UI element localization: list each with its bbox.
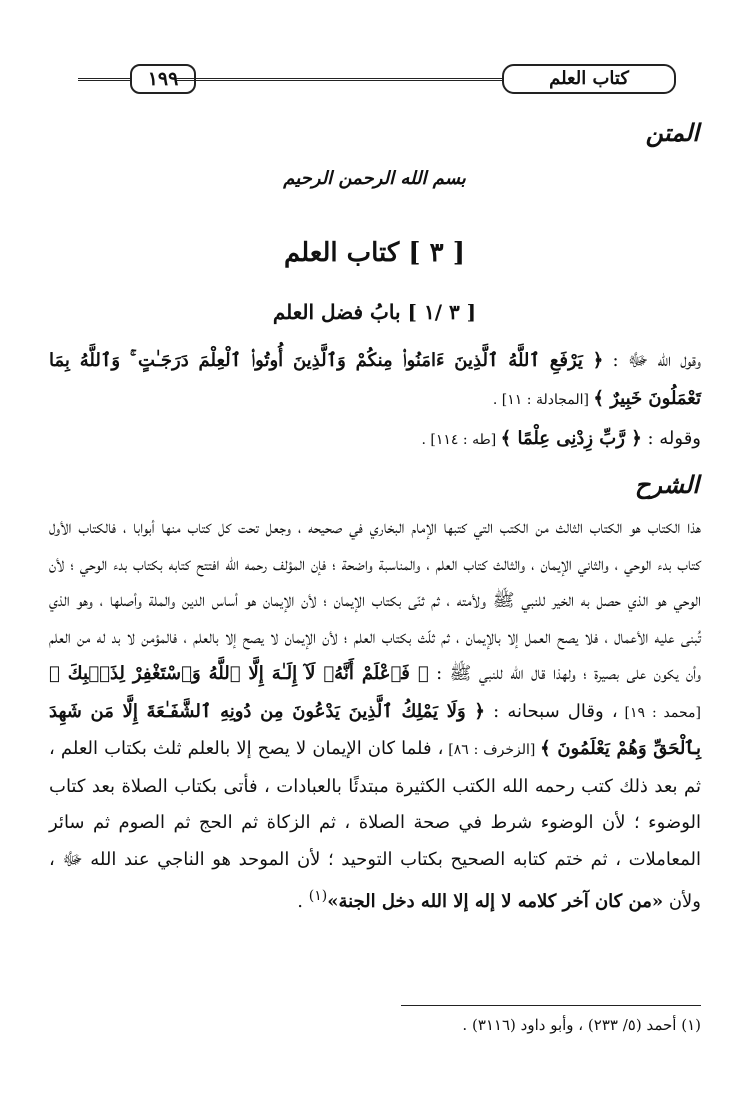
sharh-text-2: ، وقال سبحانه : — [484, 700, 618, 722]
sharh-text-1: هذا الكتاب هو الكتاب الثالث من الكتب التي كتبها الإمام البخاري في صحيحه ، وجعل تحت كل كتاب منها أبوابا ، فالكتاب الأول كتاب بدء الوحي ، والثاني الإيمان ، والثالث كتاب العلم ، والمناسبة واضحة ؛ فإن المؤلف رحمه الله افتتح كتابه بكتاب بدء الوحي ؛ لأن الوحي هو الذي حصل به الخير للنبي ﷺ ولأمته ، ثم ثنّى بكتاب الإيمان ؛ لأن الإيمان هو أساس الدين والملة وأصلها ، وهو الذي تُبنى عليه الأعمال ، فلا يصح العمل إلا بالإيمان ، ثم ثلّث بكتاب العلم ؛ لأن الإيمان لا يصح إلا بالعلم ، فالمؤمن لا بد له من العلم وأن يكون على بصيرة ؛ ولهذا قال الله للنبي ﷺ : — [49, 517, 701, 684]
footnote-ref[interactable]: (١) — [308, 888, 328, 904]
quran-verse-1: ﴿ يَرْفَعِ ٱللَّهُ ٱلَّذِينَ ءَامَنُوا۟ مِنكُمْ وَٱلَّذِينَ أُوتُوا۟ ٱلْعِلْمَ دَرَجَـٰتٍ ۚ وَٱللَّهُ بِمَا تَعْمَلُونَ خَبِيرٌ ﴾ — [49, 350, 701, 409]
running-title: كتاب العلم — [502, 64, 676, 94]
sharh-end: . — [297, 891, 309, 912]
quran-verse-3: ﴿ فَٱعْلَمْ أَنَّهُۥ لَآ إِلَـٰهَ إِلَّا ٱللَّهُ وَٱسْتَغْفِرْ لِذَنۢبِكَ ﴾ — [49, 663, 429, 684]
book-title: [ ٣ ] كتاب العلم — [283, 238, 465, 268]
page-header — [78, 62, 676, 102]
matn-label: المتن — [645, 118, 699, 147]
quran-verse-4: ﴿ وَلَا يَمْلِكُ ٱلَّذِينَ يَدْعُونَ مِن دُونِهِ ٱلشَّفَـٰعَةَ إِلَّا مَن شَهِدَ بِٱلْحَقِّ وَهُمْ يَعْلَمُونَ ﴾ — [49, 700, 701, 759]
page-number: ١٩٩ — [130, 64, 196, 94]
chapter-title: [ ٣ /١ ] بابُ فضل العلم — [272, 300, 477, 324]
matn-intro-1: وقول الله ﷻ : — [603, 350, 701, 371]
basmala: بسم الله الرحمن الرحيم — [283, 168, 466, 189]
sharh-text-3: ، فلما كان الإيمان لا يصح إلا بالعلم ثلث بكتاب العلم ، ثم بعد ذلك كتب رحمه الله الكتب الكثيرة مبتدئًا بالعبادات ، فأتى بكتاب الصلاة بعد كتاب الوضوء ؛ لأن الوضوء شرط في صحة الصلاة ، ثم الزكاة ثم الحج ثم الصوم ثم سائر المعاملات ، ثم ختم كتابه الصحيح بكتاب التوحيد ؛ لأن الموحد هو الناجي عند الله ﷻ ، ولأن — [49, 738, 701, 912]
verse-citation-3: [محمد : ١٩] — [617, 704, 702, 721]
matn-intro-2: وقوله : — [641, 428, 701, 449]
footnote-divider — [401, 1005, 701, 1006]
header-rule-left — [78, 78, 132, 81]
sharh-label: الشرح — [634, 470, 699, 499]
verse-citation-2: [طه : ١١٤] . — [421, 432, 501, 448]
matn-paragraph-2 — [49, 420, 701, 459]
verse-citation-1: [المجادلة : ١١] . — [492, 392, 594, 408]
footnote: (١) أحمد (٥/ ٢٣٣) ، وأبو داود (٣١١٦) . — [462, 1016, 701, 1034]
sharh-paragraph — [49, 510, 701, 921]
hadith-quote: «من كان آخر كلامه لا إله إلا الله دخل الجنة» — [327, 891, 664, 912]
verse-citation-4: [الزخرف : ٨٦] — [443, 742, 541, 758]
matn-paragraph-1 — [49, 342, 701, 419]
quran-verse-2: ﴿ رَّبِّ زِدْنِى عِلْمًا ﴾ — [500, 428, 642, 449]
